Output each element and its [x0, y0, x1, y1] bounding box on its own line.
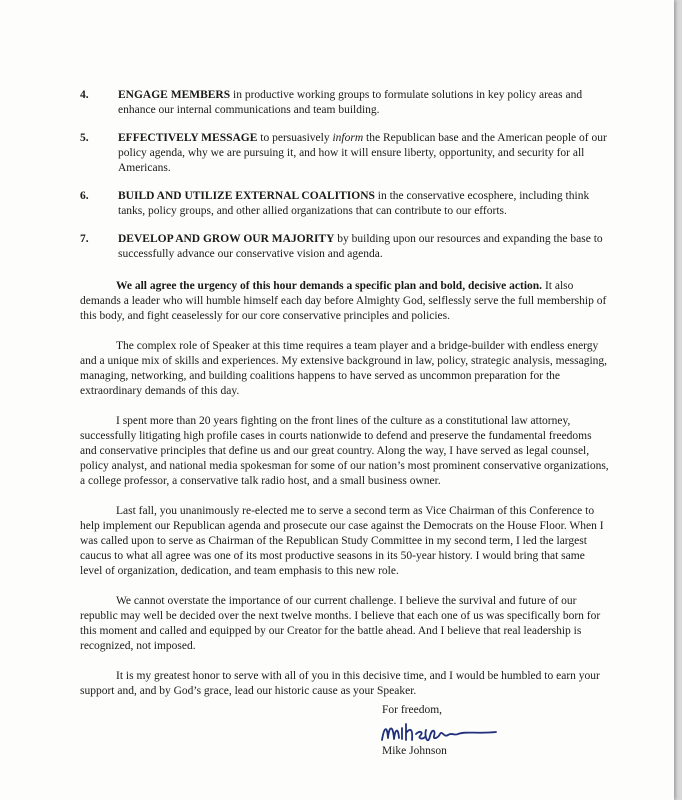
paragraph: The complex role of Speaker at this time requires a team player and a bridge-builder with endless energy and a unique mix of skills and experiences. My extensive background in law, policy, strategic analysis, messaging, managing, networking, and building coalitions happens to have served as uncommon preparation for the extraordinary demands of this day. [80, 340, 608, 397]
paragraph [80, 279, 610, 324]
item-number: 5. [80, 132, 89, 144]
item-lead: EFFECTIVELY MESSAGE [118, 132, 258, 144]
item-lead: BUILD AND UTILIZE EXTERNAL COALITIONS [118, 190, 375, 202]
letter-body [80, 88, 610, 714]
signature-name: Mike Johnson [382, 745, 447, 757]
paragraph: We cannot overstate the importance of our current challenge. I believe the survival and future of our republic may well be decided over the next twelve months. I believe that each one of us was specifically born for this moment and called and equipped by our Creator for the battle ahead. And I believe that real leadership is recognized, not imposed. [80, 595, 601, 652]
item-lead: DEVELOP AND GROW OUR MAJORITY [118, 233, 335, 245]
item-rest: to persuasively [257, 132, 333, 144]
paragraph-rest: It also demands a leader who will humble himself each day before Almighty God, selflessly serve the full membership of this body, and fight ceaselessly for our core conservative principles and policies. [80, 280, 607, 322]
list-item [80, 131, 610, 176]
item-rest: by building upon our resources and expanding the base to successfully advance our conservative vision and agenda. [118, 233, 603, 260]
list-item [80, 232, 610, 262]
item-lead: ENGAGE MEMBERS [118, 89, 231, 101]
item-number: 6. [80, 190, 89, 202]
item-text [118, 232, 610, 262]
item-text [118, 131, 610, 176]
item-rest: in productive working groups to formulate solutions in key policy areas and enhance our internal communications and team building. [118, 89, 583, 116]
list-item [80, 88, 610, 118]
item-text [118, 88, 610, 118]
paragraph: I spent more than 20 years fighting on the front lines of the culture as a constitutional law attorney, successfully litigating high profile cases in courts nationwide to defend and preserve the fundamental freedoms and conservative principles that define us and our great country. Along the way, I have served as legal counsel, policy analyst, and national media spokesman for some of our nation’s most prominent conservative organizations, a college professor, a conservative talk radio host, and a small business owner. [80, 415, 609, 487]
paragraph: Last fall, you unanimously re-elected me to serve a second term as Vice Chairman of this Conference to help implement our Republican agenda and prosecute our case against the Democrats on the House Floor. When I was called upon to serve as Chairman of the Republican Study Committee in my second term, I led the largest caucus to what all agree was one of its most productive seasons in its 50-year history. I would bring that same level of organization, dedication, and team emphasis to this new role. [80, 505, 604, 577]
item-emphasis: inform [332, 132, 364, 144]
signature-image [378, 716, 508, 748]
list-item [80, 189, 610, 219]
item-number: 4. [80, 89, 89, 101]
item-rest: in the conservative ecosphere, including think tanks, policy groups, and other allied organizations that can contribute to our efforts. [118, 190, 590, 217]
paragraph: It is my greatest honor to serve with all of you in this decisive time, and I would be humbled to earn your support and, and by God’s grace, lead our historic cause as your Speaker. [80, 670, 600, 697]
item-number: 7. [80, 233, 89, 245]
paragraph-bold: We all agree the urgency of this hour demands a specific plan and bold, decisive action. [116, 280, 543, 292]
item-text [118, 189, 610, 219]
item-rest: the Republican base and the American people of our policy agenda, why we are pursuing it, and how it will ensure liberty, opportunity, and security for all Americans. [118, 132, 607, 174]
closing-line: For freedom, [382, 704, 443, 716]
